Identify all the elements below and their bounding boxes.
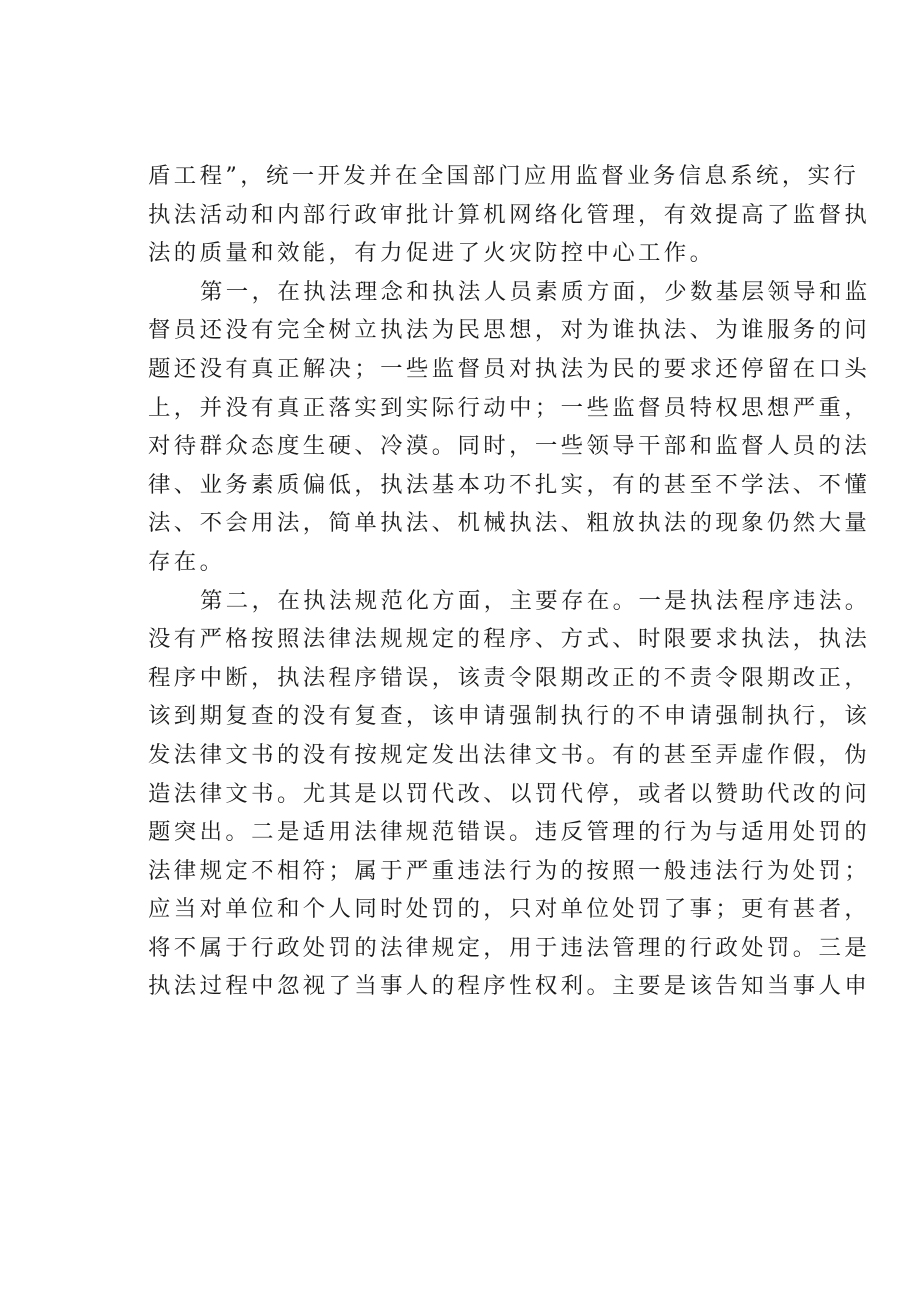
document-body [148, 157, 871, 1006]
paragraph-line: 题突出。二是适用法律规范错误。违反管理的行为与适用处罚的 [148, 819, 871, 846]
paragraph-line: 发法律文书的没有按规定发出法律文书。有的甚至弄虚作假，伪 [148, 741, 871, 768]
paragraph-3 [148, 582, 871, 1007]
paragraph-line: 应当对单位和个人同时处罚的，只对单位处罚了事；更有甚者， [148, 896, 871, 923]
paragraph-line: 造法律文书。尤其是以罚代改、以罚代停，或者以赞助代改的问 [148, 780, 871, 807]
paragraph-line: 程序中断，执法程序错误，该责令限期改正的不责令限期改正， [148, 664, 871, 691]
paragraph-line: 该到期复查的没有复查，该申请强制执行的不申请强制执行，该 [148, 703, 871, 730]
paragraph-line: 上，并没有真正落实到实际行动中；一些监督员特权思想严重， [148, 394, 871, 421]
paragraph-line: 没有严格按照法律法规规定的程序、方式、时限要求执法，执法 [148, 626, 871, 653]
paragraph-line: 存在。 [148, 548, 226, 575]
paragraph-line: 法的质量和效能，有力促进了火灾防控中心工作。 [148, 240, 716, 267]
paragraph-line: 将不属于行政处罚的法律规定，用于违法管理的行政处罚。三是 [148, 934, 871, 961]
paragraph-line: 执法活动和内部行政审批计算机网络化管理，有效提高了监督执 [148, 201, 871, 228]
paragraph-line: 盾工程”，统一开发并在全国部门应用监督业务信息系统，实行 [148, 163, 860, 189]
paragraph-line: 第一，在执法理念和执法人员素质方面，少数基层领导和监 [200, 278, 871, 305]
paragraph-2 [148, 273, 871, 582]
paragraph-line: 律、业务素质偏低，执法基本功不扎实，有的甚至不学法、不懂 [148, 471, 871, 498]
paragraph-line: 第二，在执法规范化方面，主要存在。一是执法程序违法。 [200, 587, 871, 614]
paragraph-line: 执法过程中忽视了当事人的程序性权利。主要是该告知当事人申 [148, 973, 871, 1000]
paragraph-1 [148, 157, 871, 273]
paragraph-line: 法律规定不相符；属于严重违法行为的按照一般违法行为处罚； [148, 857, 871, 884]
paragraph-line: 督员还没有完全树立执法为民思想，对为谁执法、为谁服务的问 [148, 317, 871, 344]
paragraph-line: 题还没有真正解决；一些监督员对执法为民的要求还停留在口头 [148, 355, 871, 382]
paragraph-line: 对待群众态度生硬、冷漠。同时，一些领导干部和监督人员的法 [148, 433, 871, 460]
paragraph-line: 法、不会用法，简单执法、机械执法、粗放执法的现象仍然大量 [148, 510, 871, 537]
